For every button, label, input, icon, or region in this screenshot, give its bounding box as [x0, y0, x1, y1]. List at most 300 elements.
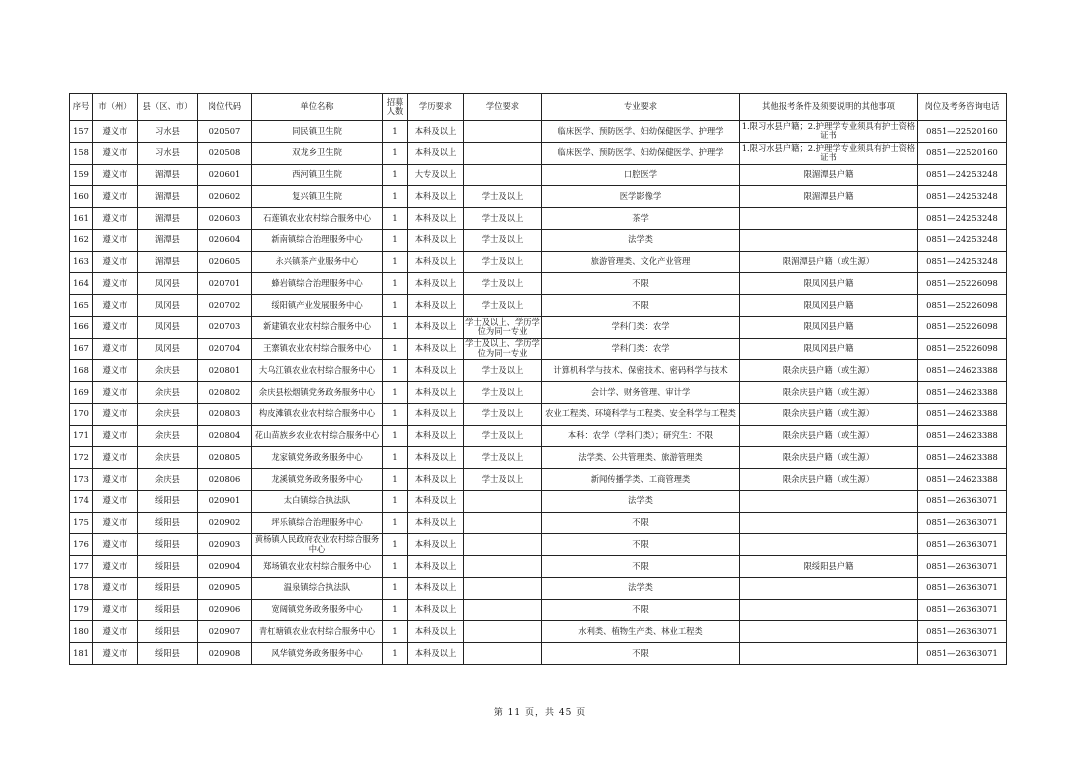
col-count-cell: 1: [383, 251, 408, 273]
col-count-cell: 1: [383, 316, 408, 338]
col-city-cell: 遵义市: [93, 273, 138, 295]
col-post-code-cell: 020702: [198, 295, 252, 317]
col-post-code-cell: 020803: [198, 403, 252, 425]
col-city-cell: 遵义市: [93, 251, 138, 273]
col-other-conditions-cell: [740, 621, 918, 643]
col-phone-cell: 0851—24623388: [918, 403, 1007, 425]
col-major-cell: 会计学、财务管理、审计学: [542, 382, 740, 404]
col-county-cell: 凤冈县: [138, 316, 198, 338]
col-post-code-cell: 020907: [198, 621, 252, 643]
header-col-post-code: 岗位代码: [198, 94, 252, 121]
col-phone-cell: 0851—26363071: [918, 621, 1007, 643]
col-city-cell: 遵义市: [93, 316, 138, 338]
col-county-cell: 凤冈县: [138, 273, 198, 295]
col-index-cell: 172: [70, 447, 93, 469]
col-major-cell: 茶学: [542, 208, 740, 230]
col-index-cell: 171: [70, 425, 93, 447]
col-other-conditions-cell: 1.限习水县户籍；2.护理学专业须具有护士资格证书: [740, 121, 918, 143]
col-major-cell: 法学类: [542, 490, 740, 512]
table-row: [70, 512, 1007, 534]
col-phone-cell: 0851—24253248: [918, 208, 1007, 230]
col-other-conditions-cell: 限湄潭县户籍（或生源）: [740, 251, 918, 273]
col-education-cell: 本科及以上: [408, 338, 464, 360]
col-education-cell: 本科及以上: [408, 142, 464, 164]
col-county-cell: 余庆县: [138, 360, 198, 382]
col-county-cell: 湄潭县: [138, 186, 198, 208]
col-county-cell: 习水县: [138, 121, 198, 143]
col-degree-cell: 学士及以上、学历学位为同一专业: [465, 338, 540, 358]
col-post-code-cell: 020703: [198, 316, 252, 338]
col-post-code-cell: 020704: [198, 338, 252, 360]
col-other-conditions-cell: [740, 643, 918, 665]
col-phone-cell: 0851—26363071: [918, 490, 1007, 512]
table-row: [70, 447, 1007, 469]
col-city-cell: 遵义市: [93, 142, 138, 164]
table-row: [70, 142, 1007, 164]
col-county-cell: 余庆县: [138, 425, 198, 447]
col-degree-cell: 学士及以上: [464, 382, 542, 404]
col-education-cell: 本科及以上: [408, 534, 464, 556]
col-county-cell: 凤冈县: [138, 295, 198, 317]
col-degree-cell: 学士及以上: [464, 403, 542, 425]
col-unit-name-cell: 太白镇综合执法队: [252, 490, 383, 512]
table-row: [70, 186, 1007, 208]
col-major-cell: 临床医学、预防医学、妇幼保健医学、护理学: [542, 142, 740, 164]
col-index-cell: 163: [70, 251, 93, 273]
page-number: 第 11 页，共 45 页: [493, 708, 587, 718]
col-phone-cell: 0851—25226098: [918, 316, 1007, 338]
col-post-code-cell: 020605: [198, 251, 252, 273]
col-phone-cell: 0851—24253248: [918, 186, 1007, 208]
col-phone-cell: 0851—24623388: [918, 360, 1007, 382]
table-row: [70, 577, 1007, 599]
col-education-cell: 本科及以上: [408, 621, 464, 643]
col-index-cell: 175: [70, 512, 93, 534]
col-post-code-cell: 020507: [198, 121, 252, 143]
col-degree-cell: [464, 142, 542, 164]
col-other-conditions-cell: [740, 599, 918, 621]
col-post-code-cell: 020902: [198, 512, 252, 534]
col-education-cell: 本科及以上: [408, 425, 464, 447]
col-county-cell: 湄潭县: [138, 208, 198, 230]
col-city-cell: 遵义市: [93, 534, 138, 556]
header-col-other-conditions: 其他报考条件及须要说明的其他事项: [740, 94, 918, 121]
col-major-cell: 口腔医学: [542, 164, 740, 186]
col-major-cell: 计算机科学与技术、保密技术、密码科学与技术: [542, 360, 740, 382]
col-post-code-cell: 020806: [198, 469, 252, 491]
col-other-conditions-cell: 限凤冈县户籍: [740, 338, 918, 360]
col-index-cell: 177: [70, 556, 93, 578]
table-row: [70, 316, 1007, 338]
col-count-cell: 1: [383, 621, 408, 643]
col-unit-name-cell: 风华镇党务政务服务中心: [252, 643, 383, 665]
header-row: [70, 94, 1007, 121]
col-degree-cell: [464, 512, 542, 534]
col-index-cell: 162: [70, 229, 93, 251]
header-col-education: 学历要求: [408, 94, 464, 121]
col-count-cell: 1: [383, 425, 408, 447]
col-other-conditions-cell: 限凤冈县户籍: [740, 316, 918, 338]
col-education-cell: 本科及以上: [408, 577, 464, 599]
col-city-cell: 遵义市: [93, 512, 138, 534]
col-education-cell: 本科及以上: [408, 273, 464, 295]
col-post-code-cell: 020508: [198, 142, 252, 164]
col-phone-cell: 0851—25226098: [918, 295, 1007, 317]
table-row: [70, 643, 1007, 665]
col-major-cell: 学科门类：农学: [542, 338, 740, 360]
col-degree-cell: 学士及以上、学历学位为同一专业: [465, 316, 540, 337]
col-major-cell: 不限: [542, 556, 740, 578]
col-education-cell: 本科及以上: [408, 469, 464, 491]
col-post-code-cell: 020905: [198, 577, 252, 599]
col-unit-name-cell: 大乌江镇农业农村综合服务中心: [252, 360, 383, 382]
col-education-cell: 本科及以上: [408, 599, 464, 621]
header-col-unit-name: 单位名称: [252, 94, 383, 121]
col-degree-cell: [464, 164, 542, 186]
col-post-code-cell: 020701: [198, 273, 252, 295]
col-degree-cell: [464, 577, 542, 599]
col-phone-cell: 0851—26363071: [918, 599, 1007, 621]
col-education-cell: 本科及以上: [408, 512, 464, 534]
table-row: [70, 229, 1007, 251]
table-row: [70, 403, 1007, 425]
col-index-cell: 176: [70, 534, 93, 556]
col-phone-cell: 0851—26363071: [918, 577, 1007, 599]
col-degree-cell: 学士及以上: [464, 186, 542, 208]
col-unit-name-cell: 宽阔镇党务政务服务中心: [252, 599, 383, 621]
col-index-cell: 174: [70, 490, 93, 512]
col-degree-cell: 学士及以上: [464, 229, 542, 251]
col-major-cell: 水利类、植物生产类、林业工程类: [542, 621, 740, 643]
col-count-cell: 1: [383, 469, 408, 491]
col-unit-name-cell: 龙溪镇党务政务服务中心: [252, 469, 383, 491]
col-count-cell: 1: [383, 447, 408, 469]
header-col-phone: 岗位及考务咨询电话: [918, 94, 1007, 121]
header-col-index: 序号: [70, 94, 93, 121]
col-other-conditions-cell: 限湄潭县户籍: [740, 186, 918, 208]
col-index-cell: 170: [70, 403, 93, 425]
col-count-cell: 1: [383, 295, 408, 317]
col-education-cell: 本科及以上: [408, 121, 464, 143]
col-major-cell: 不限: [542, 273, 740, 295]
header-col-count: 招募人数: [383, 94, 408, 121]
table-row: [70, 208, 1007, 230]
col-post-code-cell: 020601: [198, 164, 252, 186]
table-row: [70, 273, 1007, 295]
col-degree-cell: 学士及以上: [464, 273, 542, 295]
col-index-cell: 169: [70, 382, 93, 404]
col-major-cell: 本科：农学（学科门类）；研究生：不限: [542, 425, 740, 447]
col-unit-name-cell: 构皮滩镇农业农村综合服务中心: [252, 403, 383, 425]
col-count-cell: 1: [383, 360, 408, 382]
col-county-cell: 绥阳县: [138, 643, 198, 665]
col-other-conditions-cell: 限凤冈县户籍: [740, 273, 918, 295]
col-unit-name-cell: 龙家镇党务政务服务中心: [252, 447, 383, 469]
col-degree-cell: [464, 534, 542, 556]
col-index-cell: 167: [70, 338, 93, 360]
col-count-cell: 1: [383, 208, 408, 230]
col-unit-name-cell: 坪乐镇综合治理服务中心: [252, 512, 383, 534]
col-county-cell: 凤冈县: [138, 338, 198, 360]
col-post-code-cell: 020906: [198, 599, 252, 621]
col-degree-cell: 学士及以上: [464, 360, 542, 382]
table-row: [70, 338, 1007, 360]
col-education-cell: 本科及以上: [408, 643, 464, 665]
col-unit-name-cell: 温泉镇综合执法队: [252, 577, 383, 599]
col-index-cell: 165: [70, 295, 93, 317]
col-unit-name-cell: 郑场镇农业农村综合服务中心: [252, 556, 383, 578]
col-other-conditions-cell: [740, 490, 918, 512]
col-index-cell: 166: [70, 316, 93, 338]
col-post-code-cell: 020801: [198, 360, 252, 382]
col-count-cell: 1: [383, 403, 408, 425]
col-unit-name-cell: 花山苗族乡农业农村综合服务中心: [252, 425, 383, 447]
col-unit-name-cell: 黄杨镇人民政府农业农村综合服务中心: [252, 534, 383, 556]
col-county-cell: 湄潭县: [138, 164, 198, 186]
col-county-cell: 绥阳县: [138, 577, 198, 599]
col-county-cell: 习水县: [138, 142, 198, 164]
col-other-conditions-cell: 限余庆县户籍（或生源）: [740, 382, 918, 404]
col-count-cell: 1: [383, 512, 408, 534]
col-major-cell: 旅游管理类、文化产业管理: [542, 251, 740, 273]
col-count-cell: 1: [383, 643, 408, 665]
col-post-code-cell: 020904: [198, 556, 252, 578]
col-degree-cell: 学士及以上: [464, 447, 542, 469]
col-city-cell: 遵义市: [93, 164, 138, 186]
col-index-cell: 159: [70, 164, 93, 186]
col-other-conditions-cell: 限余庆县户籍（或生源）: [740, 447, 918, 469]
col-count-cell: 1: [383, 273, 408, 295]
col-count-cell: 1: [383, 229, 408, 251]
table-body: [70, 121, 1007, 665]
table-row: [70, 164, 1007, 186]
col-county-cell: 绥阳县: [138, 490, 198, 512]
col-count-cell: 1: [383, 186, 408, 208]
col-county-cell: 余庆县: [138, 469, 198, 491]
col-major-cell: 医学影像学: [542, 186, 740, 208]
col-unit-name-cell: 绥阳镇产业发展服务中心: [252, 295, 383, 317]
col-post-code-cell: 020901: [198, 490, 252, 512]
col-city-cell: 遵义市: [93, 186, 138, 208]
col-major-cell: 不限: [542, 512, 740, 534]
col-county-cell: 绥阳县: [138, 599, 198, 621]
col-post-code-cell: 020903: [198, 534, 252, 556]
col-phone-cell: 0851—26363071: [918, 512, 1007, 534]
col-post-code-cell: 020802: [198, 382, 252, 404]
col-count-cell: 1: [383, 577, 408, 599]
col-index-cell: 178: [70, 577, 93, 599]
col-count-cell: 1: [383, 556, 408, 578]
col-city-cell: 遵义市: [93, 382, 138, 404]
col-major-cell: 不限: [542, 643, 740, 665]
table-row: [70, 599, 1007, 621]
col-other-conditions-cell: 限湄潭县户籍: [740, 164, 918, 186]
col-count-cell: 1: [383, 142, 408, 164]
col-city-cell: 遵义市: [93, 643, 138, 665]
col-degree-cell: 学士及以上: [464, 251, 542, 273]
col-index-cell: 180: [70, 621, 93, 643]
col-city-cell: 遵义市: [93, 599, 138, 621]
col-education-cell: 本科及以上: [408, 382, 464, 404]
table-row: [70, 621, 1007, 643]
col-unit-name-cell: 王寨镇农业农村综合服务中心: [252, 338, 383, 360]
col-other-conditions-cell: 限余庆县户籍（或生源）: [740, 360, 918, 382]
table-row: [70, 534, 1007, 556]
col-county-cell: 余庆县: [138, 382, 198, 404]
table-row: [70, 490, 1007, 512]
col-county-cell: 余庆县: [138, 403, 198, 425]
col-degree-cell: 学士及以上: [464, 469, 542, 491]
col-post-code-cell: 020603: [198, 208, 252, 230]
col-major-cell: 学科门类：农学: [542, 316, 740, 338]
col-city-cell: 遵义市: [93, 360, 138, 382]
col-count-cell: 1: [383, 164, 408, 186]
col-education-cell: 本科及以上: [408, 208, 464, 230]
table-row: [70, 382, 1007, 404]
col-post-code-cell: 020602: [198, 186, 252, 208]
col-major-cell: 农业工程类、环境科学与工程类、安全科学与工程类: [542, 403, 740, 425]
col-index-cell: 168: [70, 360, 93, 382]
table-row: [70, 295, 1007, 317]
col-unit-name-cell: 新南镇综合治理服务中心: [252, 229, 383, 251]
col-city-cell: 遵义市: [93, 295, 138, 317]
col-unit-name-cell: 蜂岩镇综合治理服务中心: [252, 273, 383, 295]
col-major-cell: 不限: [542, 295, 740, 317]
col-city-cell: 遵义市: [93, 403, 138, 425]
col-phone-cell: 0851—22520160: [918, 121, 1007, 143]
col-unit-name-cell: 复兴镇卫生院: [252, 186, 383, 208]
col-post-code-cell: 020805: [198, 447, 252, 469]
col-city-cell: 遵义市: [93, 208, 138, 230]
col-education-cell: 本科及以上: [408, 229, 464, 251]
col-city-cell: 遵义市: [93, 490, 138, 512]
col-count-cell: 1: [383, 338, 408, 360]
header-col-city: 市（州）: [93, 94, 138, 121]
col-post-code-cell: 020804: [198, 425, 252, 447]
col-education-cell: 本科及以上: [408, 186, 464, 208]
col-county-cell: 余庆县: [138, 447, 198, 469]
col-county-cell: 湄潭县: [138, 229, 198, 251]
col-county-cell: 绥阳县: [138, 534, 198, 556]
col-index-cell: 179: [70, 599, 93, 621]
col-education-cell: 本科及以上: [408, 490, 464, 512]
col-major-cell: 临床医学、预防医学、妇幼保健医学、护理学: [542, 121, 740, 143]
col-other-conditions-cell: 限绥阳县户籍: [740, 556, 918, 578]
col-other-conditions-cell: [740, 208, 918, 230]
col-count-cell: 1: [383, 382, 408, 404]
col-city-cell: 遵义市: [93, 121, 138, 143]
col-count-cell: 1: [383, 490, 408, 512]
col-count-cell: 1: [383, 121, 408, 143]
col-education-cell: 本科及以上: [408, 447, 464, 469]
header-col-county: 县（区、市）: [138, 94, 198, 121]
col-degree-cell: [464, 121, 542, 143]
col-unit-name-cell: 新建镇农业农村综合服务中心: [252, 316, 383, 338]
col-degree-cell: [464, 621, 542, 643]
col-city-cell: 遵义市: [93, 577, 138, 599]
col-phone-cell: 0851—26363071: [918, 534, 1007, 556]
col-education-cell: 本科及以上: [408, 403, 464, 425]
col-degree-cell: [464, 490, 542, 512]
col-unit-name-cell: 双龙乡卫生院: [252, 142, 383, 164]
header-col-major: 专业要求: [542, 94, 740, 121]
col-unit-name-cell: 西河镇卫生院: [252, 164, 383, 186]
col-education-cell: 本科及以上: [408, 316, 464, 338]
col-unit-name-cell: 永兴镇茶产业服务中心: [252, 251, 383, 273]
col-city-cell: 遵义市: [93, 621, 138, 643]
col-major-cell: 不限: [542, 534, 740, 556]
col-degree-cell: [464, 599, 542, 621]
col-city-cell: 遵义市: [93, 425, 138, 447]
col-major-cell: 法学类: [542, 229, 740, 251]
col-unit-name-cell: 石莲镇农业农村综合服务中心: [252, 208, 383, 230]
col-city-cell: 遵义市: [93, 229, 138, 251]
col-city-cell: 遵义市: [93, 469, 138, 491]
col-education-cell: 本科及以上: [408, 251, 464, 273]
col-county-cell: 绥阳县: [138, 621, 198, 643]
col-unit-name-cell: 同民镇卫生院: [252, 121, 383, 143]
col-city-cell: 遵义市: [93, 556, 138, 578]
col-education-cell: 本科及以上: [408, 360, 464, 382]
col-major-cell: 新闻传播学类、工商管理类: [542, 469, 740, 491]
col-phone-cell: 0851—25226098: [918, 273, 1007, 295]
col-major-cell: 法学类: [542, 577, 740, 599]
col-other-conditions-cell: [740, 229, 918, 251]
col-degree-cell: [464, 556, 542, 578]
col-phone-cell: 0851—24623388: [918, 382, 1007, 404]
col-index-cell: 181: [70, 643, 93, 665]
col-index-cell: 160: [70, 186, 93, 208]
col-other-conditions-cell: 限余庆县户籍（或生源）: [740, 403, 918, 425]
recruitment-table: [69, 93, 1007, 665]
col-major-cell: 不限: [542, 599, 740, 621]
col-count-cell: 1: [383, 534, 408, 556]
col-education-cell: 大专及以上: [408, 164, 464, 186]
col-county-cell: 绥阳县: [138, 556, 198, 578]
col-other-conditions-cell: 限余庆县户籍（或生源）: [740, 469, 918, 491]
col-index-cell: 164: [70, 273, 93, 295]
col-phone-cell: 0851—22520160: [918, 142, 1007, 164]
col-county-cell: 湄潭县: [138, 251, 198, 273]
col-other-conditions-cell: 限凤冈县户籍: [740, 295, 918, 317]
col-phone-cell: 0851—26363071: [918, 556, 1007, 578]
col-county-cell: 绥阳县: [138, 512, 198, 534]
col-unit-name-cell: 青杠塘镇农业农村综合服务中心: [252, 621, 383, 643]
col-other-conditions-cell: [740, 534, 918, 556]
col-other-conditions-cell: 限余庆县户籍（或生源）: [740, 425, 918, 447]
col-degree-cell: 学士及以上: [464, 208, 542, 230]
col-degree-cell: [464, 643, 542, 665]
col-phone-cell: 0851—24253248: [918, 251, 1007, 273]
col-index-cell: 173: [70, 469, 93, 491]
col-index-cell: 157: [70, 121, 93, 143]
col-phone-cell: 0851—24623388: [918, 425, 1007, 447]
col-phone-cell: 0851—25226098: [918, 338, 1007, 360]
col-city-cell: 遵义市: [93, 447, 138, 469]
table-row: [70, 425, 1007, 447]
col-index-cell: 158: [70, 142, 93, 164]
col-post-code-cell: 020908: [198, 643, 252, 665]
table-row: [70, 360, 1007, 382]
col-other-conditions-cell: 1.限习水县户籍；2.护理学专业须具有护士资格证书: [740, 142, 918, 164]
table-row: [70, 469, 1007, 491]
col-education-cell: 本科及以上: [408, 295, 464, 317]
col-post-code-cell: 020604: [198, 229, 252, 251]
col-phone-cell: 0851—24253248: [918, 229, 1007, 251]
col-degree-cell: 学士及以上: [464, 425, 542, 447]
col-other-conditions-cell: [740, 512, 918, 534]
col-other-conditions-cell: [740, 577, 918, 599]
